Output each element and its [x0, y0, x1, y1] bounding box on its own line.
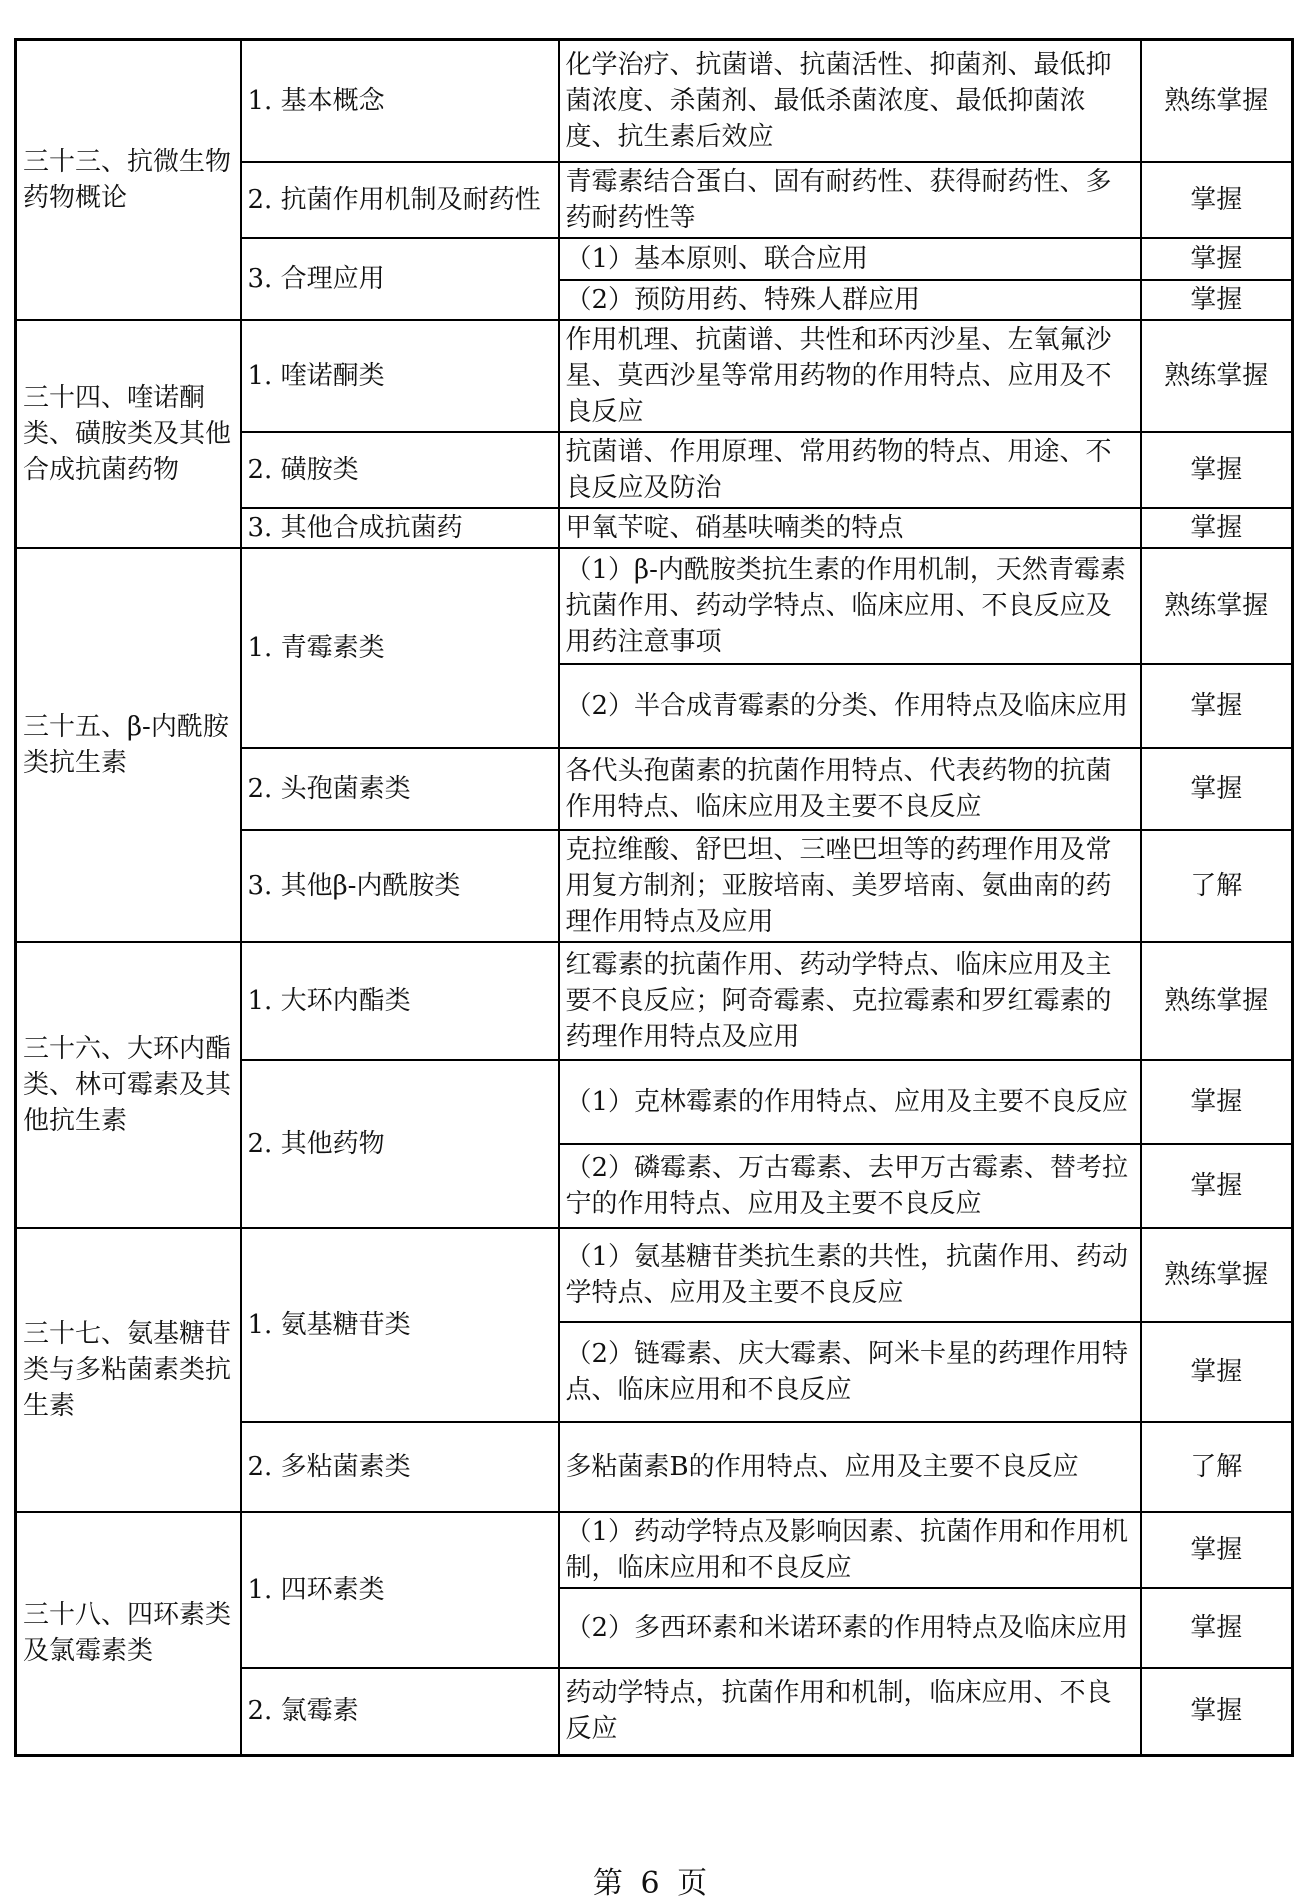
requirement-level: 掌握 — [1141, 432, 1293, 508]
topic-content: 抗菌谱、作用原理、常用药物的特点、用途、不良反应及防治 — [559, 432, 1141, 508]
topic-content: 甲氧苄啶、硝基呋喃类的特点 — [559, 508, 1141, 548]
requirement-level: 掌握 — [1141, 1668, 1293, 1756]
topic-name: 1. 大环内酯类 — [241, 942, 559, 1060]
topic-content: （1）药动学特点及影响因素、抗菌作用和作用机制，临床应用和不良反应 — [559, 1512, 1141, 1588]
topic-content: 多粘菌素B的作用特点、应用及主要不良反应 — [559, 1422, 1141, 1512]
requirement-level: 了解 — [1141, 1422, 1293, 1512]
table-row — [16, 548, 1293, 664]
table-row — [16, 942, 1293, 1060]
topic-content: （1）基本原则、联合应用 — [559, 238, 1141, 280]
requirement-level: 掌握 — [1141, 1588, 1293, 1668]
section-title: 三十七、氨基糖苷类与多粘菌素类抗生素 — [16, 1228, 241, 1512]
topic-content: 药动学特点，抗菌作用和机制，临床应用、不良反应 — [559, 1668, 1141, 1756]
section-title: 三十三、抗微生物药物概论 — [16, 40, 241, 320]
topic-content: （2）预防用药、特殊人群应用 — [559, 280, 1141, 320]
topic-content: 各代头孢菌素的抗菌作用特点、代表药物的抗菌作用特点、临床应用及主要不良反应 — [559, 748, 1141, 830]
topic-content: （2）链霉素、庆大霉素、阿米卡星的药理作用特点、临床应用和不良反应 — [559, 1322, 1141, 1422]
topic-content: 红霉素的抗菌作用、药动学特点、临床应用及主要不良反应；阿奇霉素、克拉霉素和罗红霉素的药理作用特点及应用 — [559, 942, 1141, 1060]
requirement-level: 掌握 — [1141, 238, 1293, 280]
topic-name: 1. 基本概念 — [241, 40, 559, 162]
topic-name: 3. 其他合成抗菌药 — [241, 508, 559, 548]
requirement-level: 掌握 — [1141, 508, 1293, 548]
requirement-level: 了解 — [1141, 830, 1293, 942]
table-row — [16, 40, 1293, 162]
topic-name: 2. 抗菌作用机制及耐药性 — [241, 162, 559, 238]
topic-content: 克拉维酸、舒巴坦、三唑巴坦等的药理作用及常用复方制剂；亚胺培南、美罗培南、氨曲南的药理作用特点及应用 — [559, 830, 1141, 942]
requirement-level: 掌握 — [1141, 162, 1293, 238]
requirement-level: 熟练掌握 — [1141, 942, 1293, 1060]
requirement-level: 熟练掌握 — [1141, 320, 1293, 432]
requirement-level: 掌握 — [1141, 280, 1293, 320]
requirement-level: 掌握 — [1141, 748, 1293, 830]
topic-name: 2. 氯霉素 — [241, 1668, 559, 1756]
topic-content: （2）多西环素和米诺环素的作用特点及临床应用 — [559, 1588, 1141, 1668]
topic-content: 化学治疗、抗菌谱、抗菌活性、抑菌剂、最低抑菌浓度、杀菌剂、最低杀菌浓度、最低抑菌浓度、抗生素后效应 — [559, 40, 1141, 162]
topic-content: （1）氨基糖苷类抗生素的共性，抗菌作用、药动学特点、应用及主要不良反应 — [559, 1228, 1141, 1322]
requirement-level: 掌握 — [1141, 664, 1293, 748]
requirement-level: 掌握 — [1141, 1512, 1293, 1588]
section-title: 三十四、喹诺酮类、磺胺类及其他合成抗菌药物 — [16, 320, 241, 548]
requirement-level: 掌握 — [1141, 1144, 1293, 1228]
requirement-level: 掌握 — [1141, 1060, 1293, 1144]
topic-name: 1. 四环素类 — [241, 1512, 559, 1668]
topic-content: （2）半合成青霉素的分类、作用特点及临床应用 — [559, 664, 1141, 748]
topic-name: 3. 合理应用 — [241, 238, 559, 320]
topic-content: （1）克林霉素的作用特点、应用及主要不良反应 — [559, 1060, 1141, 1144]
topic-name: 2. 头孢菌素类 — [241, 748, 559, 830]
section-title: 三十六、大环内酯类、林可霉素及其他抗生素 — [16, 942, 241, 1228]
page-number: 第 6 页 — [592, 1866, 712, 1901]
syllabus-table — [14, 38, 1294, 1757]
requirement-level: 熟练掌握 — [1141, 1228, 1293, 1322]
topic-content: （1）β-内酰胺类抗生素的作用机制，天然青霉素抗菌作用、药动学特点、临床应用、不良反应及用药注意事项 — [559, 548, 1141, 664]
topic-name: 1. 喹诺酮类 — [241, 320, 559, 432]
section-title: 三十五、β-内酰胺类抗生素 — [16, 548, 241, 942]
requirement-level: 掌握 — [1141, 1322, 1293, 1422]
topic-name: 1. 青霉素类 — [241, 548, 559, 748]
topic-content: 青霉素结合蛋白、固有耐药性、获得耐药性、多药耐药性等 — [559, 162, 1141, 238]
table-row — [16, 1512, 1293, 1588]
topic-content: 作用机理、抗菌谱、共性和环丙沙星、左氧氟沙星、莫西沙星等常用药物的作用特点、应用及不良反应 — [559, 320, 1141, 432]
topic-name: 1. 氨基糖苷类 — [241, 1228, 559, 1422]
topic-name: 2. 其他药物 — [241, 1060, 559, 1228]
topic-content: （2）磷霉素、万古霉素、去甲万古霉素、替考拉宁的作用特点、应用及主要不良反应 — [559, 1144, 1141, 1228]
table-row — [16, 320, 1293, 432]
topic-name: 2. 磺胺类 — [241, 432, 559, 508]
topic-name: 2. 多粘菌素类 — [241, 1422, 559, 1512]
table-row — [16, 1228, 1293, 1322]
section-title: 三十八、四环素类及氯霉素类 — [16, 1512, 241, 1756]
topic-name: 3. 其他β-内酰胺类 — [241, 830, 559, 942]
requirement-level: 熟练掌握 — [1141, 40, 1293, 162]
requirement-level: 熟练掌握 — [1141, 548, 1293, 664]
